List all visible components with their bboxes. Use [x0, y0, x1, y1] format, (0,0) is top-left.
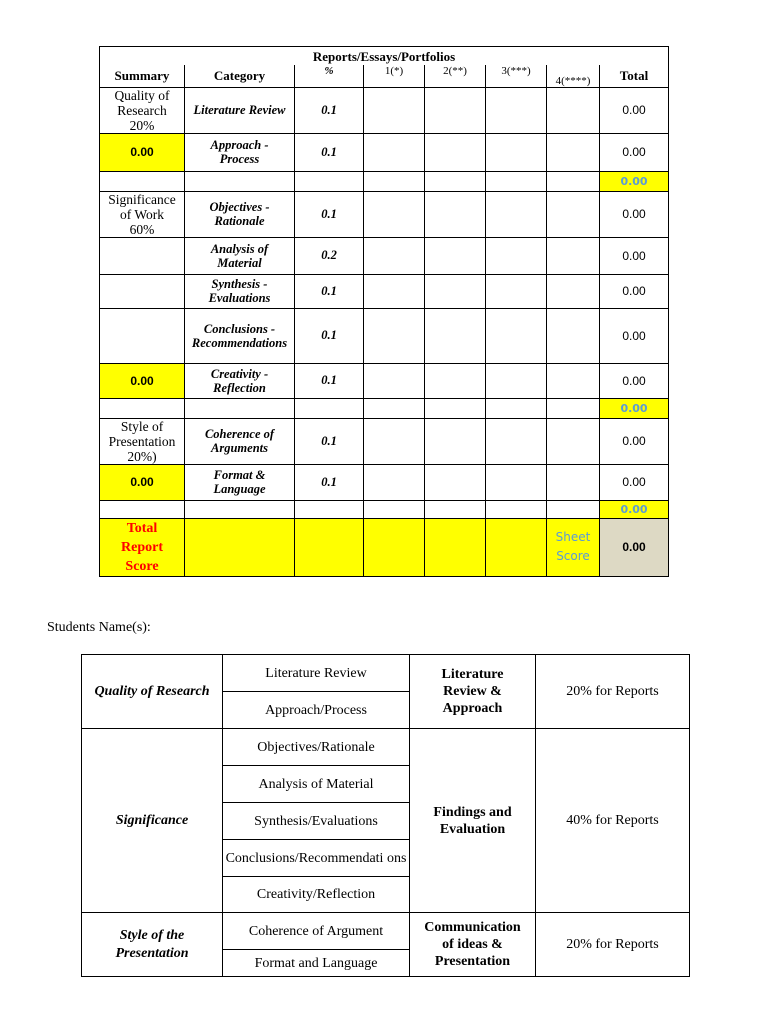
category-percent: 0.1 [295, 418, 364, 464]
score-cell-3[interactable] [486, 191, 547, 237]
rubric-group: Findings and Evaluation [410, 729, 536, 913]
section-score: 0.00 [100, 363, 185, 398]
score-cell-1[interactable] [364, 87, 425, 133]
section-score: 0.00 [100, 133, 185, 171]
score-cell-1[interactable] [364, 133, 425, 171]
rubric-row [82, 913, 690, 950]
score-cell-1[interactable] [364, 418, 425, 464]
category-total: 0.00 [600, 363, 669, 398]
score-sheet-table [99, 46, 669, 577]
category-percent: 0.2 [295, 237, 364, 274]
sheet-row [100, 363, 669, 398]
rubric-group: Communication of ideas & Presentation [410, 913, 536, 977]
score-cell-2[interactable] [425, 133, 486, 171]
sheet-row [100, 418, 669, 464]
section-subtotal: 0.00 [600, 398, 669, 418]
score-cell-4[interactable] [547, 363, 600, 398]
score-cell-1[interactable] [364, 274, 425, 308]
sheet-row [100, 191, 669, 237]
score-cell-1[interactable] [364, 308, 425, 363]
score-cell-2[interactable] [425, 237, 486, 274]
rubric-item: Creativity/Reflection [223, 877, 410, 913]
sheet-row [100, 308, 669, 363]
header-col-2: 2(**) [425, 65, 486, 87]
category-total: 0.00 [600, 87, 669, 133]
rubric-item: Format and Language [223, 950, 410, 977]
rubric-item: Objectives/Rationale [223, 729, 410, 766]
category-total: 0.00 [600, 464, 669, 500]
category-name: Approach - Process [185, 133, 295, 171]
header-total: Total [600, 65, 669, 87]
category-name: Objectives - Rationale [185, 191, 295, 237]
category-percent: 0.1 [295, 274, 364, 308]
rubric-group: Literature Review & Approach [410, 655, 536, 729]
score-cell-4[interactable] [547, 274, 600, 308]
sheet-score-label: Sheet Score [547, 518, 600, 576]
category-percent: 0.1 [295, 133, 364, 171]
category-total: 0.00 [600, 418, 669, 464]
category-name: Format & Language [185, 464, 295, 500]
score-cell-3[interactable] [486, 464, 547, 500]
sheet-row [100, 133, 669, 171]
header-col-4: 4(****) [547, 65, 600, 87]
category-total: 0.00 [600, 191, 669, 237]
score-cell-4[interactable] [547, 133, 600, 171]
sheet-row [100, 464, 669, 500]
score-cell-3[interactable] [486, 133, 547, 171]
rubric-table [81, 654, 690, 977]
sheet-row [100, 237, 669, 274]
rubric-item: Literature Review [223, 655, 410, 692]
category-percent: 0.1 [295, 191, 364, 237]
rubric-item: Synthesis/Evaluations [223, 803, 410, 840]
section-subtotal: 0.00 [600, 500, 669, 518]
rubric-item: Conclusions/Recommendati ons [223, 840, 410, 877]
header-col-3: 3(***) [486, 65, 547, 87]
category-total: 0.00 [600, 308, 669, 363]
section-subtotal: 0.00 [600, 171, 669, 191]
rubric-body [82, 655, 690, 977]
section-summary: Style of Presentation 20%) [100, 418, 185, 464]
score-cell-3[interactable] [486, 363, 547, 398]
category-percent: 0.1 [295, 87, 364, 133]
rubric-weight: 40% for Reports [536, 729, 690, 913]
subtotal-row [100, 500, 669, 518]
category-percent: 0.1 [295, 363, 364, 398]
final-score: 0.00 [600, 518, 669, 576]
sheet-row [100, 274, 669, 308]
score-cell-2[interactable] [425, 191, 486, 237]
score-cell-4[interactable] [547, 418, 600, 464]
category-name: Conclusions - Recommendations [185, 308, 295, 363]
header-percent: % [295, 65, 364, 87]
rubric-section: Quality of Research [82, 655, 223, 729]
subtotal-row [100, 171, 669, 191]
score-cell-4[interactable] [547, 308, 600, 363]
section-summary: Quality of Research 20% [100, 87, 185, 133]
section-summary: Significance of Work 60% [100, 191, 185, 237]
score-cell-4[interactable] [547, 237, 600, 274]
rubric-item: Analysis of Material [223, 766, 410, 803]
score-cell-3[interactable] [486, 418, 547, 464]
score-cell-3[interactable] [486, 87, 547, 133]
rubric-row [82, 729, 690, 766]
rubric-weight: 20% for Reports [536, 655, 690, 729]
rubric-weight: 20% for Reports [536, 913, 690, 977]
header-col-1: 1(*) [364, 65, 425, 87]
students-name-label: Students Name(s): [47, 620, 151, 635]
header-category: Category [185, 65, 295, 87]
rubric-section: Significance [82, 729, 223, 913]
category-name: Analysis of Material [185, 237, 295, 274]
rubric-section: Style of the Presentation [82, 913, 223, 977]
score-sheet-body [100, 87, 669, 518]
category-percent: 0.1 [295, 308, 364, 363]
category-total: 0.00 [600, 237, 669, 274]
score-cell-2[interactable] [425, 274, 486, 308]
score-cell-2[interactable] [425, 363, 486, 398]
rubric-row [82, 655, 690, 692]
score-cell-3[interactable] [486, 237, 547, 274]
rubric-item: Coherence of Argument [223, 913, 410, 950]
score-cell-1[interactable] [364, 464, 425, 500]
total-report-score-label: Total Report Score [100, 518, 185, 576]
subtotal-row [100, 398, 669, 418]
category-total: 0.00 [600, 274, 669, 308]
sheet-title: Reports/Essays/Portfolios [100, 47, 669, 66]
category-name: Coherence of Arguments [185, 418, 295, 464]
category-total: 0.00 [600, 133, 669, 171]
score-cell-2[interactable] [425, 308, 486, 363]
category-name: Synthesis - Evaluations [185, 274, 295, 308]
category-percent: 0.1 [295, 464, 364, 500]
category-name: Creativity - Reflection [185, 363, 295, 398]
score-cell-3[interactable] [486, 274, 547, 308]
score-cell-2[interactable] [425, 418, 486, 464]
score-cell-1[interactable] [364, 191, 425, 237]
score-cell-2[interactable] [425, 87, 486, 133]
score-cell-1[interactable] [364, 237, 425, 274]
rubric-item: Approach/Process [223, 692, 410, 729]
sheet-row [100, 87, 669, 133]
score-cell-4[interactable] [547, 87, 600, 133]
score-cell-2[interactable] [425, 464, 486, 500]
score-cell-4[interactable] [547, 464, 600, 500]
score-cell-4[interactable] [547, 191, 600, 237]
score-cell-1[interactable] [364, 363, 425, 398]
score-cell-3[interactable] [486, 308, 547, 363]
category-name: Literature Review [185, 87, 295, 133]
header-summary: Summary [100, 65, 185, 87]
section-score: 0.00 [100, 464, 185, 500]
